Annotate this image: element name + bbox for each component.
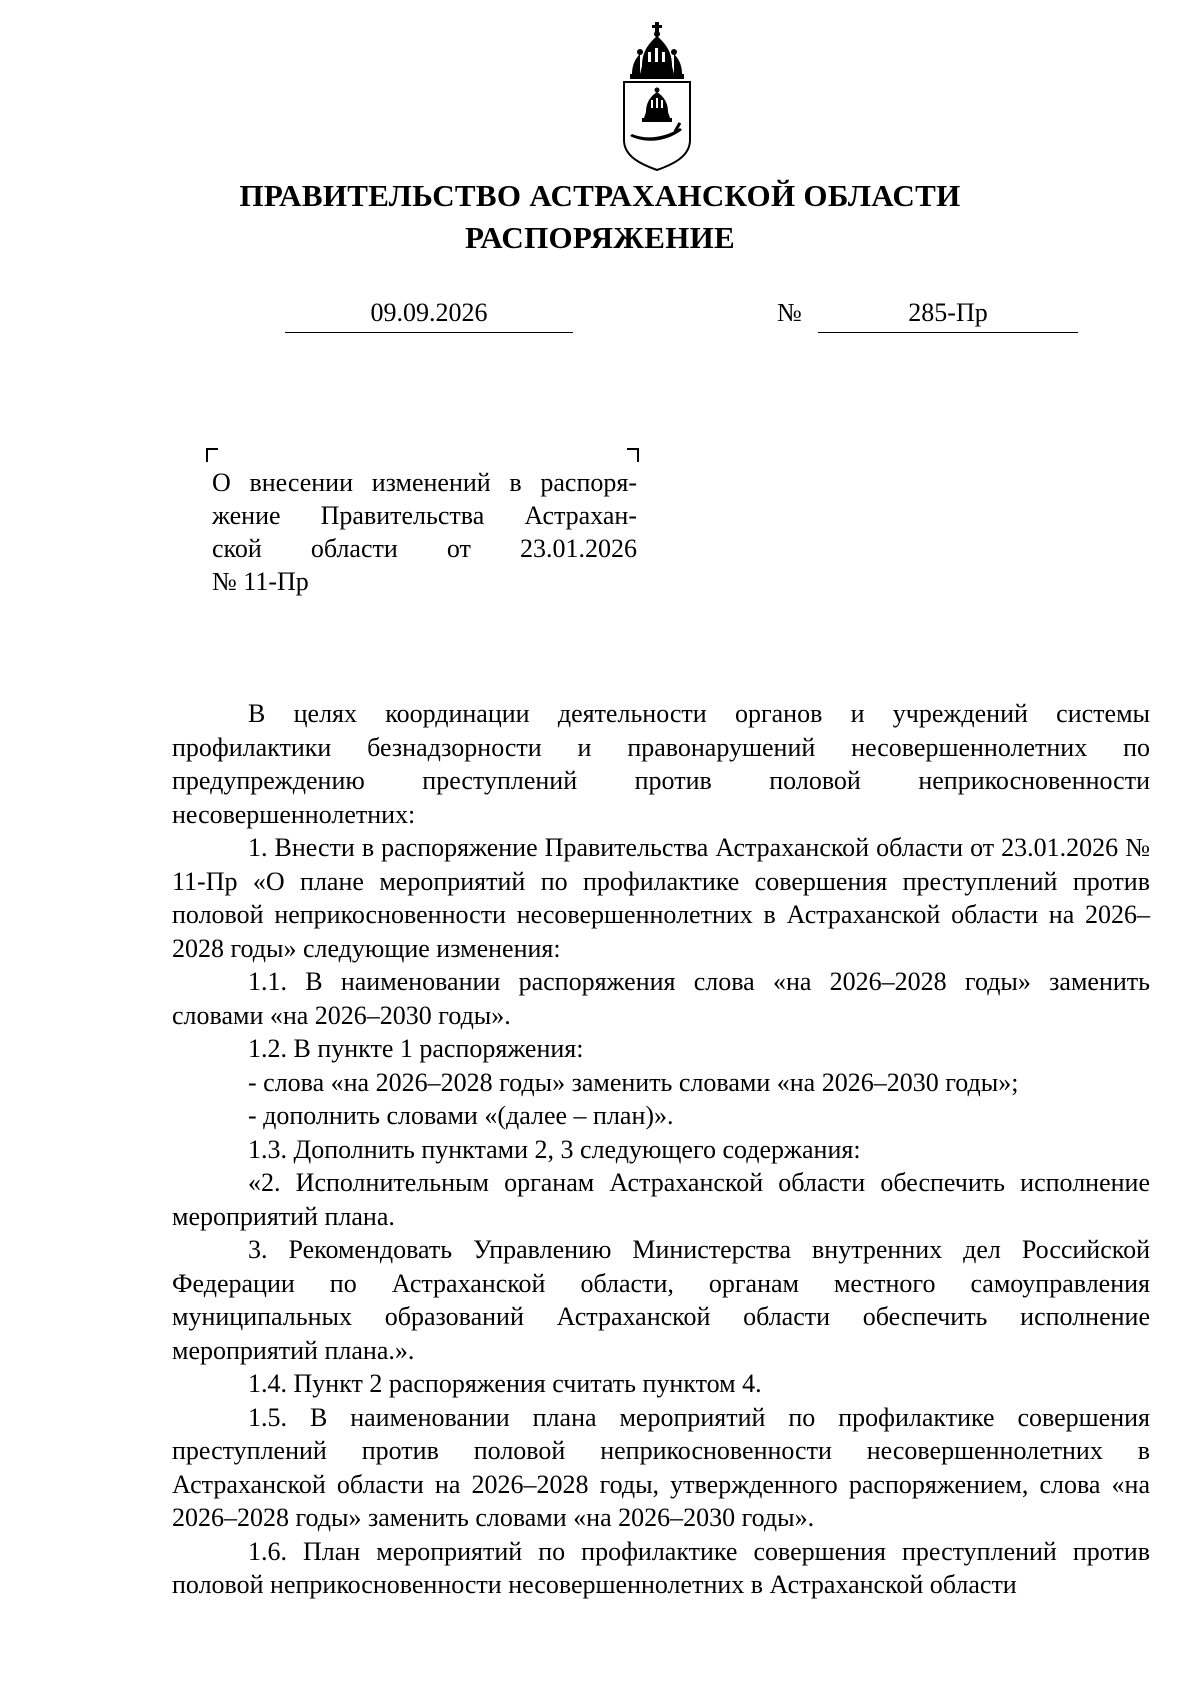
subject-line: № 11-Пр — [212, 567, 309, 596]
body-paragraph: 1.3. Дополнить пунктами 2, 3 следующего содержания: — [248, 1134, 861, 1164]
subject-corner-right — [627, 448, 639, 462]
body-paragraph: 1. Внести в распоряжение Правительства Астраханской области от 23.01.2026 № 11-Пр «О плане мероприятий по профилактике совершения преступлений против половой неприкосновенности несовершеннолетних в Астраханской области на 2026–2028 годы» следующие изменения: — [172, 833, 1150, 963]
document-type-title: РАСПОРЯЖЕНИЕ — [464, 220, 736, 255]
body-paragraph: - дополнить словами «(далее – план)». — [248, 1101, 674, 1130]
subject-line: ской области от 23.01.2026 — [212, 534, 637, 563]
body-paragraph: - слова «на 2026–2028 годы» заменить словами «на 2026–2030 годы»; — [248, 1067, 1019, 1097]
subject-corner-left — [206, 448, 218, 462]
subject-line: жение Правительства Астрахан- — [212, 501, 637, 530]
number-sign: № — [777, 298, 802, 327]
body-paragraph: В целях координации деятельности органов и учреждений системы профилактики безнадзорности и правонарушений несовершеннолетних по предупреждению преступлений против половой неприкосновенности несовершеннолетних: — [172, 699, 1150, 829]
document-body — [172, 697, 1150, 1602]
body-paragraph: 1.2. В пункте 1 распоряжения: — [248, 1034, 584, 1063]
document-subject — [212, 466, 637, 598]
body-paragraph: 3. Рекомендовать Управлению Министерства внутренних дел Российской Федерации по Астраханской области, органам местного самоуправления муниципальных образований Астраханской области обеспечить исполнение мероприятий плана.». — [172, 1235, 1150, 1365]
document-number: 285-Пр — [818, 298, 1078, 333]
document-date: 09.09.2026 — [285, 298, 573, 333]
subject-line: О внесении изменений в распоря- — [212, 468, 637, 497]
body-paragraph: 1.4. Пункт 2 распоряжения считать пунктом 4. — [248, 1369, 762, 1398]
astrakhan-coat-of-arms-icon — [618, 22, 696, 172]
body-paragraph: «2. Исполнительным органам Астраханской области обеспечить исполнение мероприятий плана. — [172, 1168, 1150, 1231]
body-paragraph: 1.1. В наименовании распоряжения слова «на 2026–2028 годы» заменить словами «на 2026–2030 годы». — [172, 967, 1150, 1030]
organization-title: ПРАВИТЕЛЬСТВО АСТРАХАНСКОЙ ОБЛАСТИ — [239, 178, 961, 213]
body-paragraph: 1.6. План мероприятий по профилактике совершения преступлений против половой неприкосновенности несовершеннолетних в Астраханской области — [172, 1536, 1150, 1599]
body-paragraph: 1.5. В наименовании плана мероприятий по профилактике совершения преступлений против половой неприкосновенности несовершеннолетних в Астраханской области на 2026–2028 годы, утвержденного распоряжением, слова «на 2026–2028 годы» заменить словами «на 2026–2030 годы». — [172, 1402, 1150, 1532]
